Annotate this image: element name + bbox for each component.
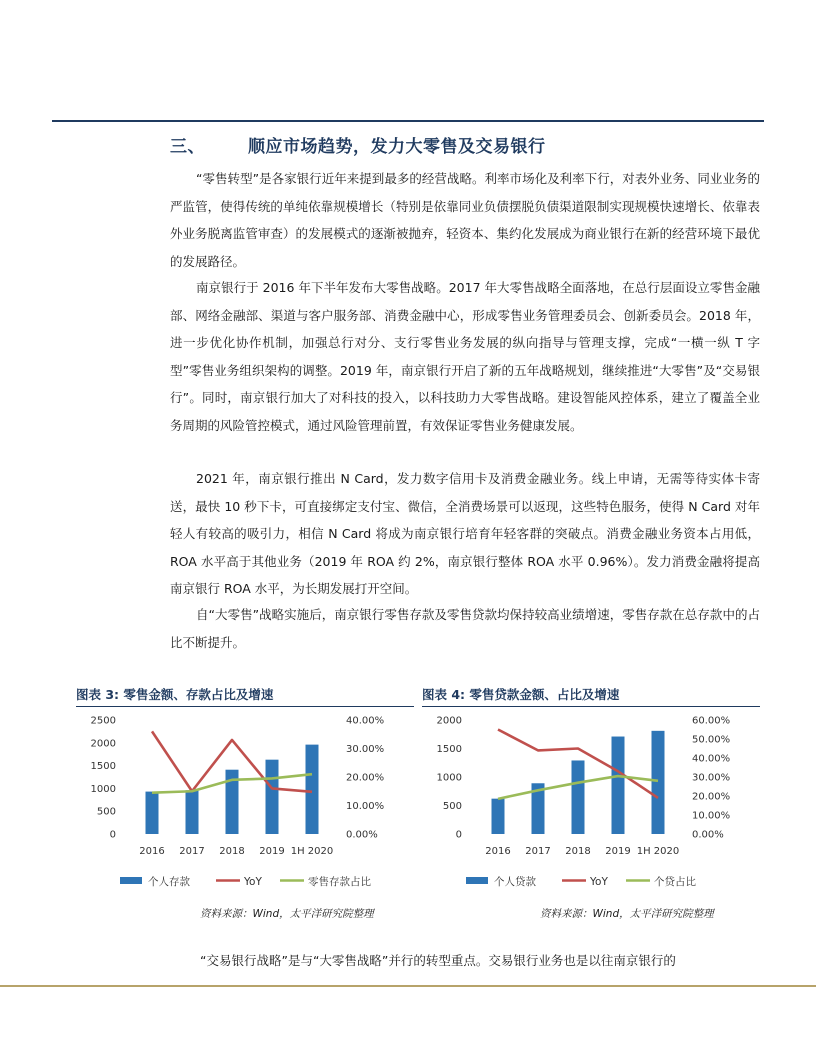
bar-2018 bbox=[572, 760, 585, 834]
section-heading bbox=[170, 132, 546, 157]
left-tick-label: 2500 bbox=[90, 715, 116, 727]
bar-2017 bbox=[186, 790, 199, 834]
legend-label: 个人贷款 bbox=[494, 876, 536, 888]
right-tick-label: 40.00% bbox=[346, 715, 385, 727]
legend-label: 零售存款占比 bbox=[308, 876, 371, 888]
bar-1H 2020 bbox=[306, 745, 319, 834]
legend-label: YoY bbox=[590, 876, 608, 888]
bar-2019 bbox=[612, 737, 625, 834]
right-tick-label: 10.00% bbox=[692, 810, 731, 822]
right-tick-label: 0.00% bbox=[346, 829, 378, 841]
left-tick-label: 1000 bbox=[90, 783, 116, 795]
category-label: 2017 bbox=[525, 846, 551, 857]
left-tick-label: 2000 bbox=[436, 715, 462, 727]
right-tick-label: 20.00% bbox=[692, 791, 731, 803]
category-label: 2019 bbox=[259, 846, 285, 857]
chart-3-source: 资料来源：Wind，太平洋研究院整理 bbox=[200, 908, 374, 920]
chart-3-title: 图表 3: 零售金额、存款占比及增速 bbox=[76, 687, 274, 702]
right-tick-label: 20.00% bbox=[346, 772, 385, 784]
legend-label: 个人存款 bbox=[148, 876, 190, 888]
right-tick-label: 50.00% bbox=[692, 734, 731, 746]
chart-4-title: 图表 4: 零售贷款金额、占比及增速 bbox=[422, 687, 620, 702]
legend-label: 个贷占比 bbox=[654, 876, 696, 888]
category-label: 2019 bbox=[605, 846, 631, 857]
category-label: 2016 bbox=[485, 846, 511, 857]
right-tick-label: 30.00% bbox=[692, 772, 731, 784]
left-tick-label: 0 bbox=[109, 829, 116, 841]
left-tick-label: 1000 bbox=[436, 772, 462, 784]
category-label: 1H 2020 bbox=[636, 846, 680, 857]
category-label: 2017 bbox=[179, 846, 205, 857]
category-label: 1H 2020 bbox=[290, 846, 334, 857]
left-tick-label: 0 bbox=[455, 829, 462, 841]
chart-4-plot bbox=[422, 686, 760, 900]
paragraph-2: 南京银行于 2016 年下半年发布大零售战略。2017 年大零售战略全面落地，在总行层面设立零售金融部、网络金融部、渠道与客户服务部、消费金融中心，形成零售业务管理委员会、创新委员会。2018 年，进一步优化协作机制，加强总行对分、支行零售业务发展的纵向指导与管理支撑，完成“一横一纵 T 字型”零售业务组织架构的调整。2019 年，南京银行开启了新的五年战略规划，继续推进“大零售”及“交易银行”。同时，南京银行加大了对科技的投入，以科技助力大零售战略。建设智能风控体系，建立了覆盖全业务周期的风险管控模式，通过风险管理前置，有效保证零售业务健康发展。 bbox=[170, 280, 760, 433]
right-tick-label: 60.00% bbox=[692, 715, 731, 727]
paragraph-1: “零售转型”是各家银行近年来提到最多的经营战略。利率市场化及利率下行，对表外业务、同业业务的严监管，使得传统的单纯依靠规模增长（特别是依靠同业负债摆脱负债渠道限制实现规模快速增长、依靠表外业务脱离监管审查）的发展模式的逐渐被抛弃，轻资本、集约化发展成为商业银行在新的经营环境下最优的发展路径。 bbox=[170, 171, 760, 269]
category-label: 2018 bbox=[219, 846, 245, 857]
right-tick-label: 10.00% bbox=[346, 801, 385, 812]
chart-3-plot bbox=[76, 686, 414, 900]
paragraph-3: 2021 年，南京银行推出 N Card，发力数字信用卡及消费金融业务。线上申请，无需等待实体卡寄送，最快 10 秒下卡，可直接绑定支付宝、微信，全消费场景可以返现，这些特色服务，使得 N Card 对年轻人有较高的吸引力，相信 N Card 将成为南京银行培育年轻客群的突破点。消费金融业务资本占用低，ROA 水平高于其他业务（2019 年 ROA 约 2%，南京银行整体 ROA 水平 0.96%）。发力消费金融将提高南京银行 ROA 水平，为长期发展打开空间。 bbox=[170, 471, 760, 596]
bar-2016 bbox=[492, 799, 505, 834]
bar-2016 bbox=[146, 792, 159, 834]
right-tick-label: 0.00% bbox=[692, 829, 724, 841]
bar-1H 2020 bbox=[652, 731, 665, 834]
left-tick-label: 500 bbox=[96, 806, 116, 818]
chart-4 bbox=[422, 686, 760, 900]
legend-label: YoY bbox=[244, 876, 262, 888]
right-tick-label: 40.00% bbox=[692, 753, 731, 765]
right-tick-label: 30.00% bbox=[346, 744, 385, 755]
left-tick-label: 1500 bbox=[90, 761, 116, 773]
bottom-text: “交易银行战略”是与“大零售战略”并行的转型重点。交易银行业务也是以往南京银行的 bbox=[200, 953, 676, 968]
legend-swatch-bar bbox=[466, 877, 488, 884]
legend-swatch-bar bbox=[120, 877, 142, 884]
chart-3 bbox=[76, 686, 414, 900]
top-divider bbox=[52, 120, 764, 122]
section-number: 三、 bbox=[170, 137, 205, 157]
paragraph-4: 自“大零售”战略实施后，南京银行零售存款及零售贷款均保持较高业绩增速，零售存款在总存款中的占比不断提升。 bbox=[170, 607, 760, 650]
left-tick-label: 2000 bbox=[90, 738, 116, 750]
category-label: 2018 bbox=[565, 846, 591, 857]
bar-2019 bbox=[266, 760, 279, 834]
left-tick-label: 1500 bbox=[436, 744, 462, 755]
footer-divider bbox=[0, 985, 816, 987]
left-tick-label: 500 bbox=[442, 801, 462, 812]
section-title: 顺应市场趋势，发力大零售及交易银行 bbox=[248, 137, 546, 157]
chart-4-source: 资料来源：Wind，太平洋研究院整理 bbox=[540, 908, 714, 920]
category-label: 2016 bbox=[139, 846, 165, 857]
